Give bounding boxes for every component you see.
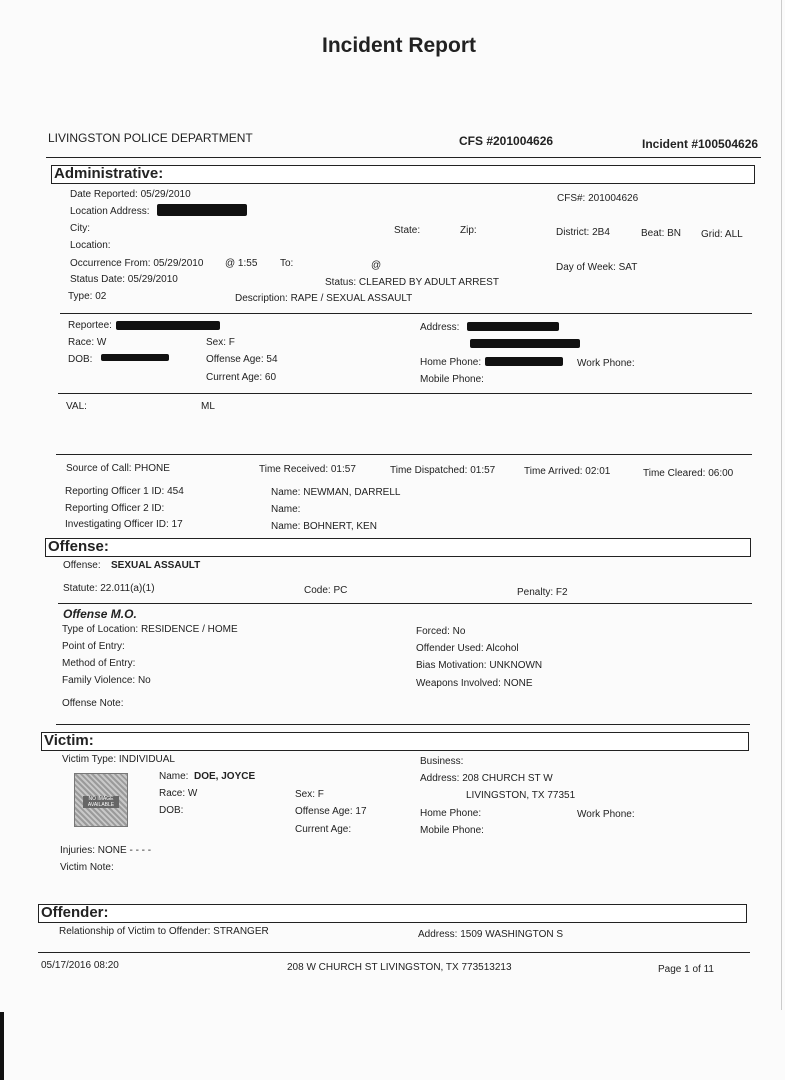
cfs-field: CFS#: 201004626 [557,193,639,204]
reporting-officer-1: Reporting Officer 1 ID: 454 [65,486,184,497]
reportee-race: Race: W [68,337,107,348]
reportee-home-phone: Home Phone: [420,357,482,368]
victim-current-age: Current Age: [295,824,352,835]
status-date: Status Date: 05/29/2010 [70,274,178,285]
victim-address-city: LIVINGSTON, TX 77351 [466,790,576,801]
divider [56,724,750,725]
type-of-location: Type of Location: RESIDENCE / HOME [62,624,238,635]
offender-relationship: Relationship of Victim to Offender: STRANGER [59,926,269,937]
state-label: State: [394,225,421,236]
victim-address: Address: 208 CHURCH ST W [420,773,553,784]
penalty: Penalty: F2 [517,587,568,598]
code: Code: PC [304,585,348,596]
status: Status: CLEARED BY ADULT ARREST [325,277,499,288]
occurrence-from: Occurrence From: 05/29/2010 [70,258,204,269]
reportee-offense-age: Offense Age: 54 [206,354,278,365]
reporting-officer-2-name: Name: [271,504,301,515]
time-received: Time Received: 01:57 [259,464,356,475]
val-label: VAL: [66,401,87,412]
divider [58,393,752,394]
time-cleared: Time Cleared: 06:00 [643,468,734,479]
district: District: 2B4 [556,227,610,238]
redaction [157,204,247,216]
day-of-week: Day of Week: SAT [556,262,638,273]
section-administrative [51,165,755,184]
family-violence: Family Violence: No [62,675,151,686]
zip-label: Zip: [460,225,477,236]
statute: Statute: 22.011(a)(1) [63,583,155,594]
occurrence-to: To: [280,258,294,269]
victim-sex: Sex: F [295,789,324,800]
date-reported: Date Reported: 05/29/2010 [70,189,191,200]
city-label: City: [70,223,90,234]
redaction [467,322,559,331]
redaction [101,354,169,361]
method-of-entry: Method of Entry: [62,658,136,669]
val-value: ML [201,401,215,412]
description: Description: RAPE / SEXUAL ASSAULT [235,293,413,304]
occurrence-time: @ 1:55 [225,258,258,269]
victim-dob: DOB: [159,805,184,816]
victim-type: Victim Type: INDIVIDUAL [62,754,175,765]
reportee-sex: Sex: F [206,337,235,348]
header-divider [46,157,761,158]
victim-home-phone: Home Phone: [420,808,482,819]
divider [58,603,752,604]
scan-edge [0,1012,4,1080]
no-image-label: NO IMAGE AVAILABLE [83,796,119,808]
section-offense [45,538,751,557]
reportee-mobile-phone: Mobile Phone: [420,374,484,385]
forced: Forced: No [416,626,466,637]
time-arrived: Time Arrived: 02:01 [524,466,611,477]
redaction [470,339,580,348]
incident-number: Incident #100504626 [642,137,759,151]
point-of-entry: Point of Entry: [62,641,125,652]
reportee-address-label: Address: [420,322,460,333]
reportee-current-age: Current Age: 60 [206,372,277,383]
offense-label: Offense: [63,560,101,571]
reportee-dob: DOB: [68,354,93,365]
victim-name: DOE, JOYCE [194,771,256,782]
reporting-officer-2: Reporting Officer 2 ID: [65,503,165,514]
weapons-involved: Weapons Involved: NONE [416,678,533,689]
section-title: Offense: [48,538,109,555]
offense-mo-title: Offense M.O. [63,607,137,621]
beat: Beat: BN [641,228,682,239]
section-title: Offender: [41,904,109,921]
victim-business: Business: [420,756,464,767]
occurrence-to-time: @ [371,260,382,271]
victim-work-phone: Work Phone: [577,809,635,820]
redaction [485,357,563,366]
victim-race: Race: W [159,788,198,799]
scan-border [781,0,782,1010]
section-victim [41,732,749,751]
location-address-label: Location Address: [70,206,150,217]
reporting-officer-1-name: Name: NEWMAN, DARRELL [271,487,401,498]
bias-motivation: Bias Motivation: UNKNOWN [416,660,543,671]
redaction [116,321,220,330]
section-title: Administrative: [54,165,164,182]
investigating-officer-name: Name: BOHNERT, KEN [271,521,377,532]
offense-note: Offense Note: [62,698,124,709]
victim-injuries: Injuries: NONE - - - - [60,845,152,856]
investigating-officer: Investigating Officer ID: 17 [65,519,183,530]
reportee-label: Reportee: [68,320,112,331]
footer-date: 05/17/2016 08:20 [41,960,119,971]
department-name: LIVINGSTON POLICE DEPARTMENT [48,131,253,145]
victim-offense-age: Offense Age: 17 [295,806,367,817]
time-dispatched: Time Dispatched: 01:57 [390,465,496,476]
victim-name-label: Name: [159,771,189,782]
grid: Grid: ALL [701,229,743,240]
offender-address: Address: 1509 WASHINGTON S [418,929,564,940]
offense-value: SEXUAL ASSAULT [111,560,201,571]
divider [56,454,752,455]
page-title: Incident Report [322,34,477,57]
victim-mobile-phone: Mobile Phone: [420,825,484,836]
section-offender [38,904,747,923]
victim-note: Victim Note: [60,862,114,873]
footer-divider [38,952,750,953]
type: Type: 02 [68,291,107,302]
location-label: Location: [70,240,111,251]
victim-photo-placeholder [74,773,128,827]
section-title: Victim: [44,732,94,749]
footer-page: Page 1 of 11 [658,964,714,975]
divider [60,313,752,314]
reportee-work-phone: Work Phone: [577,358,635,369]
offender-used: Offender Used: Alcohol [416,643,519,654]
cfs-number: CFS #201004626 [459,134,554,148]
footer-address: 208 W CHURCH ST LIVINGSTON, TX 773513213 [287,962,512,973]
source-of-call: Source of Call: PHONE [66,463,170,474]
